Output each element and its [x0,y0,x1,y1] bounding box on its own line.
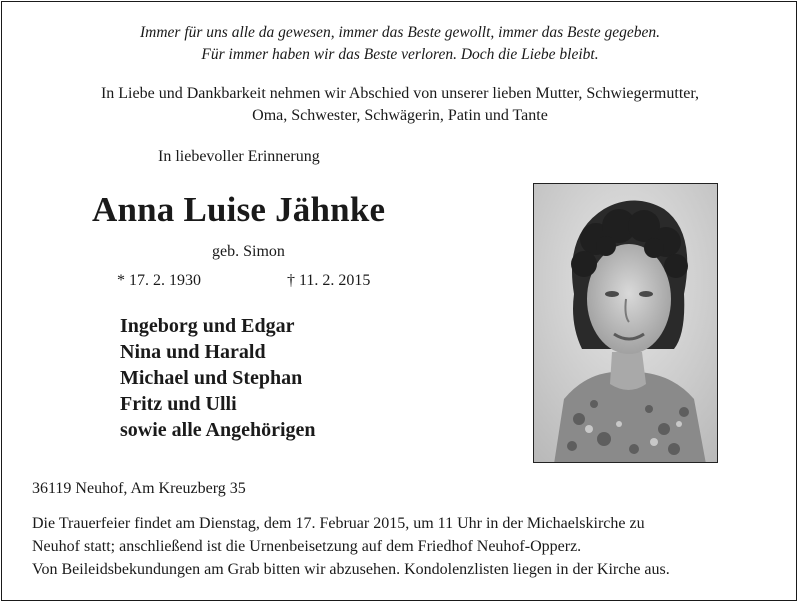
death-date: † 11. 2. 2015 [287,272,371,289]
maiden-name: geb. Simon [212,243,285,260]
mourner-entry: Ingeborg und Edgar [120,315,295,337]
service-line-3: Von Beileidsbekundungen am Grab bitten wir abzusehen. Kondolenzlisten liegen in der Kirche aus. [32,561,670,578]
address: 36119 Neuhof, Am Kreuzberg 35 [32,480,246,497]
intro-line-1: In Liebe und Dankbarkeit nehmen wir Abschied von unserer lieben Mutter, Schwiegermutter, [100,85,700,102]
service-line-2: Neuhof statt; anschließend ist die Urnenbeisetzung auf dem Friedhof Neuhof-Opperz. [32,538,582,555]
portrait-image [534,184,718,463]
memory-label: In liebevoller Erinnerung [158,148,320,165]
mourner-entry: Fritz und Ulli [120,393,237,415]
service-line-1: Die Trauerfeier findet am Dienstag, dem 17. Februar 2015, um 11 Uhr in der Michaelskirche zu [32,515,645,532]
mourner-entry: Michael und Stephan [120,367,303,389]
motto-line-1: Immer für uns alle da gewesen, immer das Beste gewollt, immer das Beste gegeben. [139,24,660,41]
birth-date: * 17. 2. 1930 [117,272,201,289]
mourner-entry: Nina und Harald [120,341,266,363]
deceased-name: Anna Luise Jähnke [92,190,386,229]
motto-line-2: Für immer haben wir das Beste verloren. Doch die Liebe bleibt. [201,46,599,63]
portrait-photo [533,183,718,463]
mourners-list [120,313,316,443]
intro-line-2: Oma, Schwester, Schwägerin, Patin und Tante [252,107,548,124]
mourner-entry: sowie alle Angehörigen [120,419,316,441]
